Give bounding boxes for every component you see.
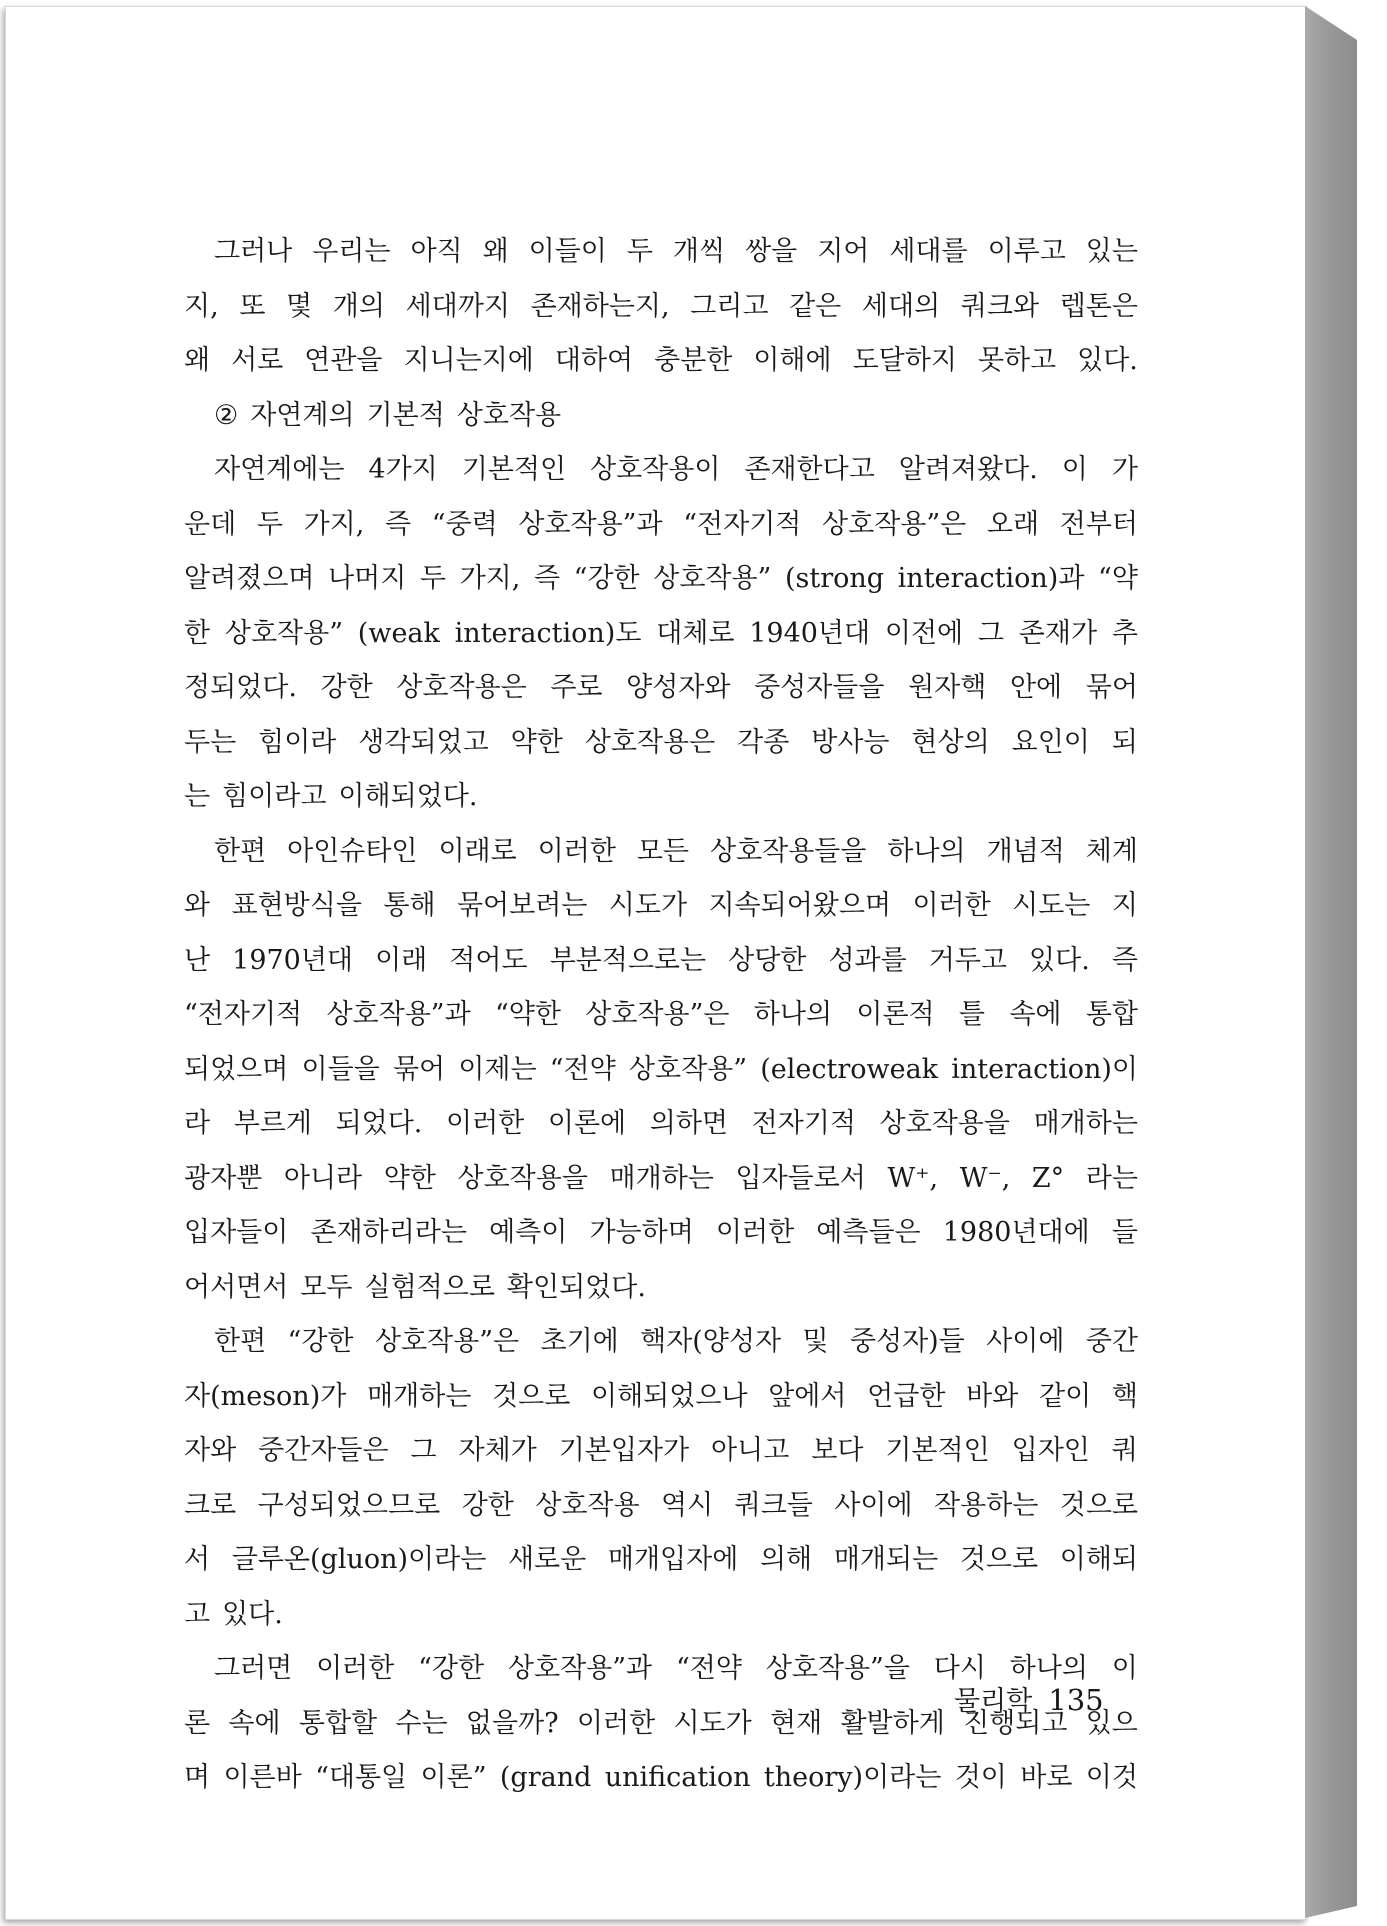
text-line: 론 속에 통합할 수는 없을까? 이러한 시도가 현재 활발하게 진행되고 있으 bbox=[184, 1707, 1138, 1739]
text-line: 자와 중간자들은 그 자체가 기본입자가 아니고 보다 기본적인 입자인 쿼 bbox=[184, 1435, 1138, 1466]
footer-section-title: 물리학 bbox=[954, 1686, 1033, 1717]
text-line: 알려졌으며 나머지 두 가지, 즉 “강한 상호작용” (strong interaction)과 “약 bbox=[184, 563, 1138, 594]
text-line: 서 글루온(gluon)이라는 새로운 매개입자에 의해 매개되는 것으로 이해되 bbox=[184, 1544, 1138, 1575]
text-line: 와 표현방식을 통해 묶어보려는 시도가 지속되어왔으며 이러한 시도는 지 bbox=[184, 890, 1138, 921]
text-line: 고 있다. bbox=[184, 1598, 283, 1630]
text-line: 크로 구성되었으므로 강한 상호작용 역시 쿼크들 사이에 작용하는 것으로 bbox=[184, 1489, 1138, 1521]
book-page bbox=[5, 6, 1307, 1920]
text-line: 난 1970년대 이래 적어도 부분적으로는 상당한 성과를 거두고 있다. 즉 bbox=[184, 944, 1138, 976]
body-text bbox=[184, 225, 1138, 1806]
text-line: 자연계에는 4가지 기본적인 상호작용이 존재한다고 알려져왔다. 이 가 bbox=[214, 454, 1138, 485]
text-line: 두는 힘이라 생각되었고 약한 상호작용은 각종 방사능 현상의 요인이 되 bbox=[184, 726, 1138, 758]
book-spine-edge bbox=[1305, 6, 1357, 1918]
text-line: 그러면 이러한 “강한 상호작용”과 “전약 상호작용”을 다시 하나의 이 bbox=[214, 1653, 1138, 1684]
text-line: 입자들이 존재하리라는 예측이 가능하며 이러한 예측들은 1980년대에 들 bbox=[184, 1217, 1138, 1248]
text-line: 되었으며 이들을 묶어 이제는 “전약 상호작용” (electroweak interaction)이 bbox=[184, 1053, 1138, 1085]
text-line: 는 힘이라고 이해되었다. bbox=[184, 781, 478, 812]
text-line: 운데 두 가지, 즉 “중력 상호작용”과 “전자기적 상호작용”은 오래 전부터 bbox=[184, 508, 1138, 540]
text-line: 며 이른바 “대통일 이론” (grand unification theory)이라는 것이 바로 이것 bbox=[184, 1762, 1138, 1793]
text-line: 한편 “강한 상호작용”은 초기에 핵자(양성자 및 중성자)들 사이에 중간 bbox=[214, 1326, 1138, 1357]
text-line: 자(meson)가 매개하는 것으로 이해되었으나 앞에서 언급한 바와 같이 핵 bbox=[184, 1380, 1138, 1412]
text-line: ② 자연계의 기본적 상호작용 bbox=[214, 399, 562, 431]
text-line: 그러나 우리는 아직 왜 이들이 두 개씩 쌍을 지어 세대를 이루고 있는 bbox=[214, 236, 1138, 267]
text-line: 지, 또 몇 개의 세대까지 존재하는지, 그리고 같은 세대의 쿼크와 렙톤은 bbox=[184, 290, 1138, 322]
running-footer bbox=[954, 1679, 1104, 1718]
text-line: 왜 서로 연관을 지니는지에 대하여 충분한 이해에 도달하지 못하고 있다. bbox=[184, 345, 1138, 376]
text-line: 라 부르게 되었다. 이러한 이론에 의하면 전자기적 상호작용을 매개하는 bbox=[184, 1108, 1138, 1139]
text-line: 한 상호작용” (weak interaction)도 대체로 1940년대 이전에 그 존재가 추 bbox=[184, 617, 1138, 649]
text-line: 정되었다. 강한 상호작용은 주로 양성자와 중성자들을 원자핵 안에 묶어 bbox=[184, 672, 1138, 703]
text-line: 어서면서 모두 실험적으로 확인되었다. bbox=[184, 1271, 646, 1303]
text-line: 한편 아인슈타인 이래로 이러한 모든 상호작용들을 하나의 개념적 체계 bbox=[214, 835, 1138, 867]
text-line: 광자뿐 아니라 약한 상호작용을 매개하는 입자들로서 W⁺, W⁻, Z° 라는 bbox=[184, 1162, 1138, 1194]
text-line: “전자기적 상호작용”과 “약한 상호작용”은 하나의 이론적 틀 속에 통합 bbox=[184, 999, 1138, 1030]
page-number: 135 bbox=[1048, 1683, 1104, 1717]
